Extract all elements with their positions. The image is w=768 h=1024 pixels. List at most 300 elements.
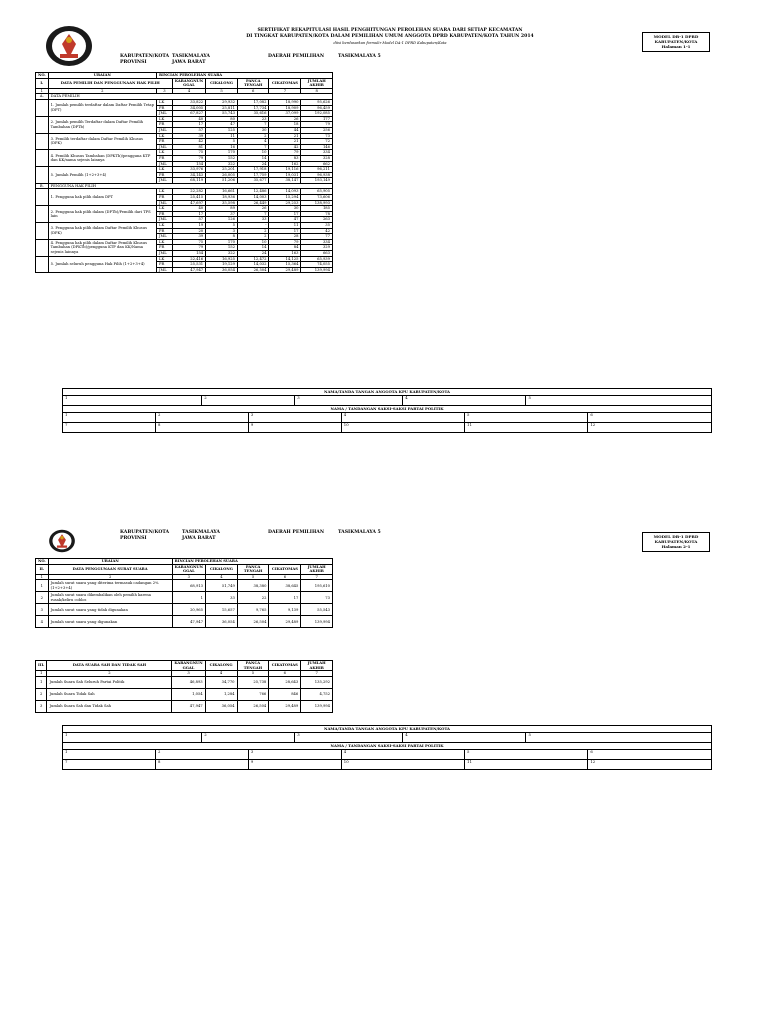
gender-cell: JML [157,144,173,150]
signature-cell: 1 [63,733,202,743]
value-cell: 37,099 [269,111,301,117]
value-cell: 57 [172,217,205,223]
t2-title: DATA SUARA SAH DAN TIDAK SAH [47,661,172,671]
value-cell: 18,990 [269,99,301,105]
value-cell: 83 [269,155,301,161]
row-label: Jumlah Suara Sah Seluruh Partai Politik [47,676,172,688]
header-no: NO. [36,559,49,565]
value-cell: 2 [237,228,269,234]
value-cell: 38,645 [269,580,301,592]
value-cell: 33,822 [172,99,205,105]
value-cell: 47,697 [172,200,205,206]
value-cell: 10 [237,150,269,156]
value-cell: 29,253 [269,200,301,206]
value-cell: 15,364 [269,262,301,268]
gender-cell: LK [157,133,173,139]
table-row [36,616,333,628]
value-cell: 14,093 [269,189,301,195]
value-cell: 334 [301,150,333,156]
signature-cell: 7 [63,423,156,433]
value-cell: 79 [269,239,301,245]
column-index-cell: 6 [237,88,269,94]
value-cell: 5 [206,139,238,145]
row-label: 4. Pemilih Khusus Tambahan (DPKTb)/pengguna KTP dan KK/nama sejenis lainnya [48,150,156,167]
value-cell: 256 [301,127,333,133]
gender-cell: LK [157,223,173,229]
value-cell: 162 [269,161,301,167]
value-cell: 42 [269,144,301,150]
value-cell: 25,531 [172,262,205,268]
value-cell: 139,994 [301,267,333,273]
label-provinsi: PROVINSI [120,60,147,65]
header-no: NO. [36,73,49,79]
value-cell: 33 [237,217,269,223]
signature-cell: 12 [588,423,712,433]
column-index-cell: 7 [301,574,333,580]
col-header-pancatengah: PANCA TENGAH [237,78,269,88]
column-index-cell: 6 [269,574,301,580]
value-cell: 663 [301,251,333,257]
gender-cell: PR [157,139,173,145]
signature-cell: 1 [63,750,156,760]
value-cell: 7 [237,122,269,128]
column-index-cell: 4 [172,88,205,94]
value-provinsi: JAWA BARAT [182,536,216,541]
col-header-jumlah-akhir: JUMLAH AKHIR [301,661,333,671]
value-cell: 47 [206,122,238,128]
value-cell: 125 [206,127,238,133]
value-cell: 38,380 [237,580,269,592]
value-cell: 22,282 [172,189,205,195]
signature-cell: 7 [63,760,156,770]
value-cell: 22 [237,592,269,604]
value-cell: 39 [172,133,205,139]
row-no-cell [36,150,49,167]
col-header-karangnunggal: KARANGNUN GGAL [172,661,205,671]
row-no-cell [36,239,49,256]
model-box [642,532,710,552]
value-cell: 95,626 [301,99,333,105]
gender-cell: JML [157,217,173,223]
col-header-karangnunggal: KARANGNUN GGAL [172,564,205,574]
t1-title: DATA PENGGUNAAN SURAT SUARA [48,564,172,574]
row-label: 2. Jumlah pemilih Terdaftar dalam Daftar Pemilih Tambahan (DPTb) [48,116,156,133]
value-cell: 21 [269,139,301,145]
value-cell: 154 [172,251,205,257]
value-cell: 96,459 [301,105,333,111]
value-cell: 9,139 [269,604,301,616]
value-cell: 16,661 [206,189,238,195]
signature-cell: 5 [526,733,712,743]
value-cell: 26 [237,206,269,212]
value-cell: 79 [301,122,333,128]
column-index-cell: 8 [301,88,333,94]
signature-cell: 4 [341,750,464,760]
value-cell: 19,129 [206,262,238,268]
value-cell: 263 [301,217,333,223]
value-cell: 73,606 [301,195,333,201]
signature-cell: 9 [248,760,341,770]
signature-cell: 3 [295,733,403,743]
value-cell: 26,504 [237,616,269,628]
value-cell: 1 [172,592,205,604]
model-line1: MODEL DB-1 DPRD [653,34,699,39]
value-cell: 10 [237,239,269,245]
row-label: 2. Pengguna hak pilih dalam (DPTb)/Pemilih dari TPS lain [48,206,156,223]
value-cell: 67,827 [172,111,205,117]
row-label: 1. Pengguna hak pilih dalam DPT [48,189,156,206]
row-no-cell [36,99,49,116]
value-cell: 846 [269,688,301,700]
rekap-table-data-pemilih [35,72,333,273]
gender-cell: PR [157,155,173,161]
value-cell: 193,149 [301,178,333,184]
row-label: 3. Pemilih terdaftar dalam Daftar Pemilih Khusus (DPK) [48,133,156,150]
signature-cell: 6 [588,413,712,423]
value-cell: 328 [301,155,333,161]
column-index-cell: 2 [48,88,156,94]
value-cell: 35 [301,223,333,229]
value-cell: 126 [206,217,238,223]
label-kabkota: KABUPATEN/KOTA [120,54,170,59]
section-label: PENGGUNA HAK PILIH [48,183,332,189]
value-cell: 42 [301,228,333,234]
row-label: Jumlah surat suara yang digunakan [48,616,172,628]
value-cell: 25,738 [237,676,269,688]
value-cell: 81 [172,144,205,150]
label-dapil: DAERAH PEMILIHAN [268,54,325,59]
gender-cell: JML [157,200,173,206]
value-cell: 4,752 [301,688,333,700]
value-cell: 42 [172,139,205,145]
value-cell: 139,994 [301,700,333,712]
value-cell: 33 [205,592,237,604]
kpu-logo-icon [48,528,76,554]
row-no-cell: 1 [36,676,47,688]
gender-cell: LK [157,189,173,195]
table-row [36,700,333,712]
gender-cell: JML [157,127,173,133]
col-header-cikatomas: CIKATOMAS [269,661,301,671]
value-kabkota: TASIKMALAYA [172,54,210,59]
value-cell: 35,616 [237,111,269,117]
value-cell: 36,054 [206,267,238,273]
value-cell: 96,211 [301,167,333,173]
value-cell: 29,932 [206,99,238,105]
signature-cell: 2 [202,396,295,406]
row-label: 4. Pengguna hak pilih dalam Daftar Pemilih Khusus Tambahan (DPKTb)/pengguna KTP dan KK/Nama sejenis lainnya [48,239,156,256]
value-cell: 47,947 [172,700,205,712]
column-index-cell: 3 [172,671,205,677]
gender-cell: JML [157,234,173,240]
gender-cell: LK [157,99,173,105]
value-cell: 78 [301,211,333,217]
signature-cell: 12 [588,760,712,770]
signature-cell: 3 [248,413,341,423]
value-cell: 7 [237,144,269,150]
value-kabkota: TASIKMALAYA [182,530,220,535]
value-cell: 74,055 [301,262,333,268]
t2-no: III. [36,661,47,671]
value-cell: 30 [269,206,301,212]
value-cell: 23 [237,116,269,122]
value-cell: 2 [237,133,269,139]
page-2 [0,520,768,800]
gender-cell: LK [157,256,173,262]
value-cell: 17 [269,211,301,217]
value-cell: 14,125 [269,256,301,262]
value-cell: 154 [172,161,205,167]
value-cell: 75 [172,239,205,245]
gender-cell: LK [157,150,173,156]
model-line2: KABUPATEN/KOTA [654,539,698,545]
sig-kpu-title: NAMA/TANDA TANGAN ANGGOTA KPU KABUPATEN/KOTA [63,726,712,733]
value-cell: 1,054 [172,688,205,700]
column-index-cell: 2 [47,671,172,677]
model-line3: Halaman 1-1 [661,44,691,50]
table-row [36,580,333,592]
signature-table-page2 [62,725,712,770]
value-cell: 26,005 [206,172,238,178]
value-cell: 9,765 [237,604,269,616]
signature-cell: 11 [465,760,588,770]
rekap-table-surat-suara [35,558,333,628]
doc-subtitle: diisi berdasarkan formulir Model DA-1 DPRD Kabupaten/Kota [333,41,447,45]
value-cell: 1,284 [205,688,237,700]
signature-cell: 4 [403,396,526,406]
signature-cell: 4 [403,733,526,743]
table-row [36,592,333,604]
row-label: 5. Jumlah Pemilih (1+2+3+4) [48,167,156,184]
column-index-cell: 5 [237,574,269,580]
signature-cell: 8 [155,423,248,433]
value-cell: 26,449 [237,200,269,206]
row-no-cell [36,256,49,273]
value-cell: 12,472 [237,256,269,262]
value-cell: 195,610 [301,580,333,592]
value-cell: 192,085 [301,111,333,117]
value-cell: 19,116 [269,167,301,173]
value-cell: 34,770 [205,676,237,688]
col-header-cikatomas: CIKATOMAS [269,564,301,574]
sig-saksi-title: NAMA / TANDANGAN SAKSI-SAKSI PARTAI POLITIK [63,406,712,413]
value-cell: 25,415 [172,195,205,201]
value-cell: 329 [301,245,333,251]
column-index-cell: 4 [205,671,237,677]
value-dapil: TASIKMALAYA 5 [338,530,381,535]
table-row [36,676,333,688]
value-cell: 766 [237,688,269,700]
value-cell: 79 [172,245,205,251]
gender-cell: PR [157,195,173,201]
value-cell: 65,905 [301,189,333,195]
value-cell: 18,936 [206,195,238,201]
value-cell: 47,947 [172,616,205,628]
value-cell: 14 [237,245,269,251]
value-cell: 152 [206,155,238,161]
value-cell: 19,031 [269,172,301,178]
signature-table-page1 [62,388,712,433]
value-cell: 73 [301,133,333,139]
gender-cell: JML [157,178,173,184]
gender-cell: LK [157,239,173,245]
col-header-cikalong: CIKALONG [206,78,238,88]
value-cell: 17,918 [237,167,269,173]
col-header-pancatengah: PANCA TENGAH [237,564,269,574]
signature-cell: 10 [341,423,464,433]
value-cell: 12,486 [237,189,269,195]
value-cell: 17 [269,592,301,604]
header-section-no: I. [36,78,49,88]
row-label: 3. Pengguna hak pilih dalam Daftar Pemilih Khusus (DPK) [48,223,156,240]
value-cell: 17 [269,228,301,234]
signature-cell: 11 [465,423,588,433]
value-cell: 25,201 [206,167,238,173]
gender-cell: JML [157,251,173,257]
gender-cell: LK [157,116,173,122]
value-cell: 2 [237,234,269,240]
value-cell: 30 [237,127,269,133]
value-cell: 185 [301,206,333,212]
value-cell: 73 [301,592,333,604]
value-cell: 8 [206,234,238,240]
value-cell: 135,292 [301,676,333,688]
value-cell: 15,657 [205,604,237,616]
row-no-cell [36,116,49,133]
gender-cell: LK [157,206,173,212]
row-label: 1. Jumlah pemilih terdaftar dalam Daftar Pemilih Tetap (DPT) [48,99,156,116]
value-cell: 21 [269,133,301,139]
value-cell: 55,743 [206,111,238,117]
header-uraian: URAIAN [48,559,172,565]
value-cell: 44 [269,127,301,133]
doc-title-line1: SERTIFIKAT REKAPITULASI HASIL PENGHITUNGAN PEROLEHAN SUARA DARI SETIAP KECAMATAN [257,28,523,33]
value-cell: 11 [206,133,238,139]
gender-cell: PR [157,122,173,128]
model-line3: Halaman 2-1 [661,544,691,550]
signature-cell: 9 [248,423,341,433]
gender-cell: LK [157,167,173,173]
value-cell: 65,939 [301,256,333,262]
value-cell: 68,119 [172,178,205,184]
kpu-logo-icon [44,24,94,68]
column-index-cell: 7 [269,88,301,94]
model-line2: KABUPATEN/KOTA [654,39,698,45]
value-cell: 16,925 [206,256,238,262]
col-header-jumlah-akhir: JUMLAH AKHIR [301,564,333,574]
value-cell: 35,677 [237,178,269,184]
section-no: B. [36,183,49,189]
value-cell: 29,489 [269,616,301,628]
value-cell: 29,489 [269,267,301,273]
value-cell: 662 [301,161,333,167]
row-no-cell: 3 [36,700,47,712]
signature-cell: 1 [63,413,156,423]
value-cell: 163 [269,251,301,257]
col-header-pancatengah: PANCA TENGAH [237,661,269,671]
value-cell: 3 [206,228,238,234]
header-section-label: DATA PEMILIH DAN PENGGUNAAN HAK PILIH [48,78,172,88]
signature-cell: 5 [465,413,588,423]
value-cell: 17,082 [237,99,269,105]
section-no: A. [36,94,49,100]
column-index-cell: 2 [48,574,172,580]
label-dapil: DAERAH PEMILIHAN [268,530,325,535]
signature-cell: 8 [155,760,248,770]
table-row [36,604,333,616]
value-cell: 146 [301,144,333,150]
signature-cell: 2 [202,733,295,743]
signature-cell: 6 [588,750,712,760]
value-cell: 15,294 [269,195,301,201]
signature-cell: 3 [248,750,341,760]
value-cell: 177 [301,116,333,122]
value-cell: 47 [269,217,301,223]
signature-cell: 2 [155,413,248,423]
value-cell: 11 [269,223,301,229]
value-cell: 17,759 [237,172,269,178]
column-index-cell: 1 [36,88,49,94]
row-no-cell: 1 [36,580,49,592]
value-cell: 322 [206,161,238,167]
signature-cell: 5 [465,750,588,760]
table-row [36,688,333,700]
value-cell: 79 [172,155,205,161]
gender-cell: JML [157,161,173,167]
gender-cell: PR [157,262,173,268]
row-no-cell: 4 [36,616,49,628]
col-header-jumlah-akhir: JUMLAH AKHIR [301,78,333,88]
value-cell: 40 [172,116,205,122]
column-index-cell: 4 [205,574,237,580]
value-cell: 36,054 [205,700,237,712]
row-no-cell [36,223,49,240]
value-cell: 37 [206,211,238,217]
column-index-cell: 6 [269,671,301,677]
value-cell: 138,993 [301,200,333,206]
row-label: Jumlah surat suara dikembalikan oleh pemilih karena rusak/keliru coblos [48,592,172,604]
value-cell: 51,749 [205,580,237,592]
col-header-cikalong: CIKALONG [205,564,237,574]
value-cell: 16 [206,144,238,150]
column-index-cell: 3 [157,88,173,94]
value-cell: 79 [269,150,301,156]
value-cell: 26 [269,116,301,122]
value-cell: 72 [301,139,333,145]
value-provinsi: JAWA BARAT [172,60,206,65]
value-cell: 51,206 [206,178,238,184]
model-line1: MODEL DB-1 DPRD [653,534,699,539]
value-cell: 170 [206,150,238,156]
value-cell: 139,994 [301,616,333,628]
value-cell: 89 [206,206,238,212]
row-no-cell: 2 [36,688,47,700]
value-cell: 26,504 [237,267,269,273]
value-cell: 18 [269,122,301,128]
value-cell: 28,643 [269,676,301,688]
t1-no: II. [36,564,49,574]
value-cell: 7 [237,211,269,217]
value-cell: 14 [237,155,269,161]
signature-cell: 1 [63,396,202,406]
header-rincian: RINCIAN PEROLEHAN SUARA [172,559,332,565]
value-cell: 322 [206,251,238,257]
model-box [642,32,710,52]
value-cell: 170 [206,239,238,245]
label-kabkota: KABUPATEN/KOTA [120,530,170,535]
signature-cell: 10 [341,760,464,770]
value-cell: 46,893 [172,676,205,688]
